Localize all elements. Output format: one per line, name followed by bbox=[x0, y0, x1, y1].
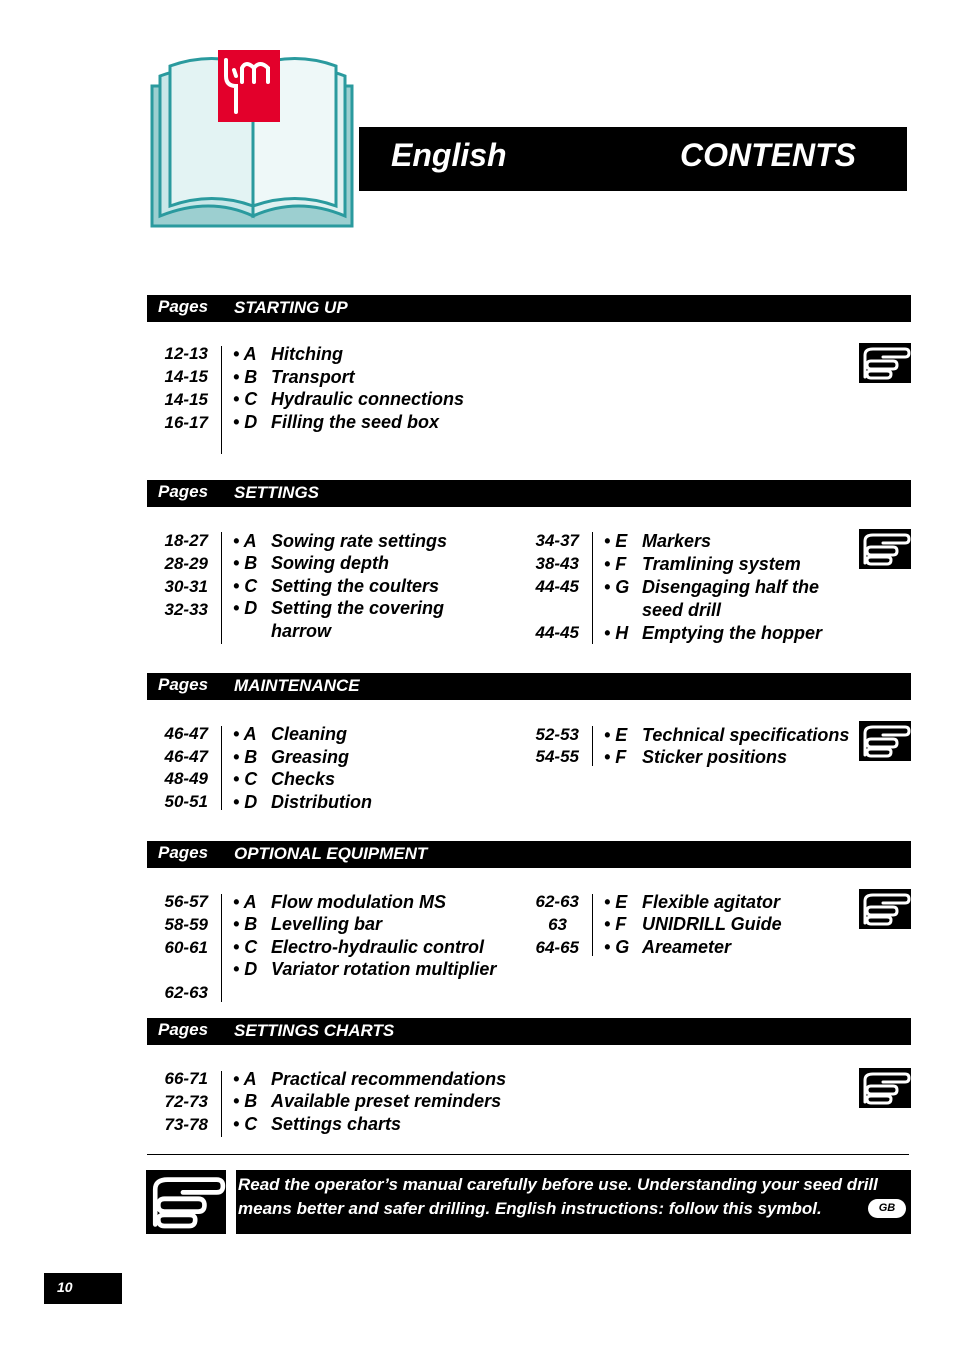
toc-letter: • F bbox=[604, 554, 627, 574]
toc-entry[interactable] bbox=[233, 723, 347, 746]
toc-text: Setting the covering bbox=[271, 598, 445, 618]
toc-text: Markers bbox=[642, 531, 712, 551]
page-range: 14-15 bbox=[164, 367, 208, 386]
toc-text: UNIDRILL Guide bbox=[642, 914, 782, 934]
divider bbox=[592, 532, 593, 644]
toc-letter: • A bbox=[233, 344, 257, 364]
toc-entry[interactable] bbox=[604, 891, 780, 914]
page-range: 73-78 bbox=[164, 1115, 208, 1134]
toc-text: Hitching bbox=[271, 344, 343, 364]
toc-text: Variator rotation multiplier bbox=[271, 959, 497, 979]
page-range: 62-63 bbox=[535, 892, 579, 911]
toc-entry[interactable] bbox=[233, 913, 382, 936]
section-title: SETTINGS CHARTS bbox=[234, 1021, 395, 1040]
toc-letter: • B bbox=[233, 367, 258, 387]
toc-entry[interactable] bbox=[233, 936, 484, 959]
pages-label: Pages bbox=[158, 675, 209, 694]
toc-entry[interactable] bbox=[604, 936, 731, 959]
toc-entry[interactable] bbox=[604, 530, 711, 553]
toc-text: Sticker positions bbox=[642, 747, 788, 767]
pointing-hand-icon bbox=[859, 889, 911, 929]
toc-entry[interactable] bbox=[604, 553, 801, 576]
toc-letter: • E bbox=[604, 725, 628, 745]
pages-label: Pages bbox=[158, 482, 209, 501]
contents-heading: CONTENTS bbox=[680, 137, 856, 173]
page-range: 64-65 bbox=[535, 938, 579, 957]
pointing-hand-icon bbox=[859, 721, 911, 761]
toc-entry[interactable] bbox=[233, 411, 439, 434]
toc-text: Settings charts bbox=[271, 1114, 402, 1134]
pointing-hand-icon bbox=[859, 1068, 911, 1108]
toc-entry[interactable] bbox=[233, 1090, 501, 1113]
toc-entry[interactable] bbox=[233, 958, 496, 981]
page-range: 28-29 bbox=[164, 554, 208, 573]
page-range: 12-13 bbox=[164, 344, 208, 363]
page-range: 72-73 bbox=[164, 1092, 208, 1111]
toc-text: Areameter bbox=[642, 937, 732, 957]
page-range: 60-61 bbox=[164, 938, 208, 957]
toc-letter: • C bbox=[233, 389, 258, 409]
toc-letter: • G bbox=[604, 577, 630, 597]
book-logo-icon bbox=[150, 46, 355, 229]
page-range: 56-57 bbox=[164, 892, 208, 911]
language-badge: GB bbox=[868, 1199, 906, 1218]
section-bar-starting-up bbox=[147, 295, 911, 322]
pointing-hand-icon bbox=[859, 529, 911, 569]
toc-entry[interactable] bbox=[604, 622, 822, 645]
divider bbox=[221, 532, 222, 644]
page-number: 10 bbox=[57, 1279, 73, 1295]
section-bar-settings bbox=[147, 480, 911, 507]
toc-letter: • B bbox=[233, 1091, 258, 1111]
toc-text: Technical specifications bbox=[642, 725, 850, 745]
toc-letter: • B bbox=[233, 553, 258, 573]
toc-entry[interactable] bbox=[233, 530, 447, 553]
toc-letter: • A bbox=[233, 531, 257, 551]
toc-letter: • C bbox=[233, 769, 258, 789]
toc-letter: • C bbox=[233, 576, 258, 596]
toc-entry[interactable] bbox=[233, 575, 439, 598]
toc-letter: • D bbox=[233, 598, 258, 618]
toc-text: Practical recommendations bbox=[271, 1069, 507, 1089]
section-title: SETTINGS bbox=[234, 483, 320, 502]
instruction-note bbox=[236, 1170, 911, 1234]
page-range: 30-31 bbox=[164, 577, 208, 596]
toc-text: Flow modulation MS bbox=[271, 892, 446, 912]
page-range: 44-45 bbox=[535, 623, 579, 642]
divider bbox=[592, 726, 593, 766]
toc-entry[interactable] bbox=[233, 791, 372, 814]
toc-entry[interactable] bbox=[604, 746, 787, 769]
toc-letter: • A bbox=[233, 892, 257, 912]
toc-text: Available preset reminders bbox=[271, 1091, 502, 1111]
toc-text-continued: seed drill bbox=[642, 600, 722, 620]
section-title: STARTING UP bbox=[234, 298, 348, 317]
page-range: 54-55 bbox=[535, 747, 579, 766]
toc-text: Filling the seed box bbox=[271, 412, 440, 432]
page-range: 58-59 bbox=[164, 915, 208, 934]
toc-letter: • E bbox=[604, 531, 628, 551]
page-range: 46-47 bbox=[164, 724, 208, 743]
toc-letter: • B bbox=[233, 747, 258, 767]
page-range: 44-45 bbox=[535, 577, 579, 596]
toc-text: Greasing bbox=[271, 747, 350, 767]
toc-entry[interactable] bbox=[233, 1068, 506, 1091]
toc-entry[interactable] bbox=[233, 746, 349, 769]
toc-letter: • F bbox=[604, 747, 627, 767]
divider bbox=[592, 894, 593, 956]
pointing-hand-icon bbox=[146, 1170, 226, 1234]
divider bbox=[221, 346, 222, 454]
pages-label: Pages bbox=[158, 843, 209, 862]
toc-text: Flexible agitator bbox=[642, 892, 781, 912]
horizontal-rule bbox=[147, 1154, 909, 1155]
toc-letter: • D bbox=[233, 792, 258, 812]
section-bar-maintenance bbox=[147, 673, 911, 700]
toc-entry[interactable] bbox=[233, 388, 464, 411]
page-range: 48-49 bbox=[164, 769, 208, 788]
pointing-hand-icon bbox=[859, 343, 911, 383]
page-range: 14-15 bbox=[164, 390, 208, 409]
language-heading: English bbox=[391, 137, 507, 173]
toc-letter: • A bbox=[233, 1069, 257, 1089]
section-bar-settings-charts bbox=[147, 1018, 911, 1045]
divider bbox=[221, 1071, 222, 1137]
page-range: 18-27 bbox=[164, 531, 208, 550]
toc-text: Checks bbox=[271, 769, 336, 789]
toc-letter: • G bbox=[604, 937, 630, 957]
toc-entry[interactable] bbox=[233, 768, 335, 791]
toc-letter: • E bbox=[604, 892, 628, 912]
section-bar-optional-equipment bbox=[147, 841, 911, 868]
toc-letter: • C bbox=[233, 1114, 258, 1134]
toc-entry[interactable] bbox=[233, 1113, 401, 1136]
toc-text: Distribution bbox=[271, 792, 372, 812]
toc-entry[interactable] bbox=[604, 724, 849, 747]
divider bbox=[221, 726, 222, 810]
toc-letter: • D bbox=[233, 959, 258, 979]
toc-text: Setting the coulters bbox=[271, 576, 440, 596]
page-range: 34-37 bbox=[535, 531, 579, 550]
page-range: 63 bbox=[548, 915, 567, 934]
toc-entry[interactable] bbox=[233, 343, 343, 366]
toc-letter: • A bbox=[233, 724, 257, 744]
toc-letter: • C bbox=[233, 937, 258, 957]
instruction-text: Read the operator’s manual carefully before use. Understanding your seed drill means better and safer drilling. English instructions: follow this symbol. bbox=[238, 1175, 878, 1218]
page-range: 46-47 bbox=[164, 747, 208, 766]
title-bar bbox=[359, 127, 907, 191]
toc-letter: • B bbox=[233, 914, 258, 934]
toc-text: Disengaging half the bbox=[642, 577, 820, 597]
page-range: 66-71 bbox=[164, 1069, 208, 1088]
toc-entry[interactable] bbox=[233, 552, 389, 575]
toc-text: Electro-hydraulic control bbox=[271, 937, 485, 957]
toc-text: Sowing rate settings bbox=[271, 531, 448, 551]
page-number-tab bbox=[44, 1273, 122, 1304]
pages-label: Pages bbox=[158, 1020, 209, 1039]
toc-letter: • H bbox=[604, 623, 629, 643]
page-range: 16-17 bbox=[164, 413, 208, 432]
toc-text: Transport bbox=[271, 367, 355, 387]
pages-label: Pages bbox=[158, 297, 209, 316]
toc-letter: • D bbox=[233, 412, 258, 432]
toc-entry[interactable] bbox=[233, 366, 355, 389]
toc-letter: • F bbox=[604, 914, 627, 934]
page-range: 52-53 bbox=[535, 725, 579, 744]
page-range: 38-43 bbox=[535, 554, 579, 573]
page-range: 50-51 bbox=[164, 792, 208, 811]
toc-text: Levelling bar bbox=[271, 914, 383, 934]
toc-text: Cleaning bbox=[271, 724, 348, 744]
toc-text: Hydraulic connections bbox=[271, 389, 465, 409]
section-title: OPTIONAL EQUIPMENT bbox=[234, 844, 428, 863]
toc-entry[interactable] bbox=[233, 891, 446, 914]
divider bbox=[221, 894, 222, 1002]
page-range: 62-63 bbox=[164, 983, 208, 1002]
toc-entry[interactable] bbox=[233, 597, 444, 620]
page-range: 32-33 bbox=[164, 600, 208, 619]
section-title: MAINTENANCE bbox=[234, 676, 360, 695]
toc-entry[interactable] bbox=[604, 576, 819, 599]
toc-entry[interactable] bbox=[604, 913, 782, 936]
toc-text: Sowing depth bbox=[271, 553, 389, 573]
toc-text: Emptying the hopper bbox=[642, 623, 822, 643]
toc-text: Tramlining system bbox=[642, 554, 801, 574]
toc-text-continued: harrow bbox=[271, 621, 332, 641]
